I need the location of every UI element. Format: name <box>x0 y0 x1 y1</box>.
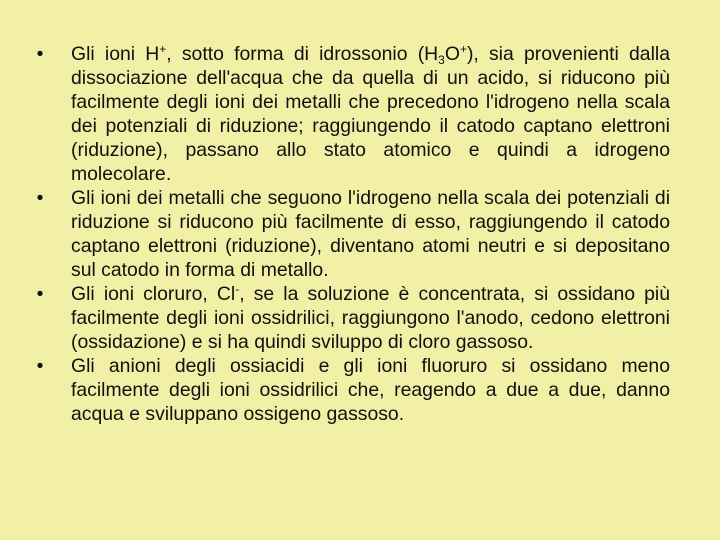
bullet-list <box>30 42 670 426</box>
bullet-marker: • <box>36 283 44 305</box>
bullet-text: Gli ioni H+, sotto forma di idrossonio $(H_3O^+)$, sia provenienti dalla dissociazione dell'acqua che da quella di un acido, si riducono più facilmente degli ioni dei metalli che precedono l'idrogeno nella scala dei potenziali di riduzione; raggiungendo il catodo captano elettroni (riduzione), passano allo stato atomico e quindi a idrogeno molecolare. <box>71 42 670 185</box>
bullet-item-metal-ions <box>30 186 670 282</box>
superscript-charge: - <box>235 282 240 297</box>
bullet-item-oxyacid-anions <box>30 354 670 426</box>
bullet-marker: • <box>36 43 44 65</box>
bullet-text: Gli ioni dei metalli che seguono l'idrogeno nella scala dei potenziali di riduzione si riducono più facilmente di esso, raggiungendo il catodo captano elettroni (riduzione), diventano atomi neutri e si depositano sul catodo in forma di metallo. <box>71 187 670 281</box>
bullet-text: Gli anioni degli ossiacidi e gli ioni fluoruro si ossidano meno facilmente degli ioni ossidrilici che, reagendo a due a due, danno acqua e sviluppano ossigeno gassoso. <box>71 355 670 425</box>
bullet-item-hydrogen-ions <box>30 42 670 186</box>
subscript-count: 3 <box>438 52 445 67</box>
bullet-item-chloride-ions <box>30 282 670 354</box>
bullet-marker: • <box>36 187 44 209</box>
superscript-charge: + <box>159 42 167 57</box>
bullet-marker: • <box>36 355 44 377</box>
superscript-charge: + <box>459 42 467 57</box>
bullet-text: Gli ioni cloruro, Cl-, se la soluzione è concentrata, si ossidano più facilmente degli ioni ossidrilici, raggiungono l'anodo, cedono elettroni (ossidazione) e si ha quindi sviluppo di cloro gassoso. <box>71 282 671 353</box>
